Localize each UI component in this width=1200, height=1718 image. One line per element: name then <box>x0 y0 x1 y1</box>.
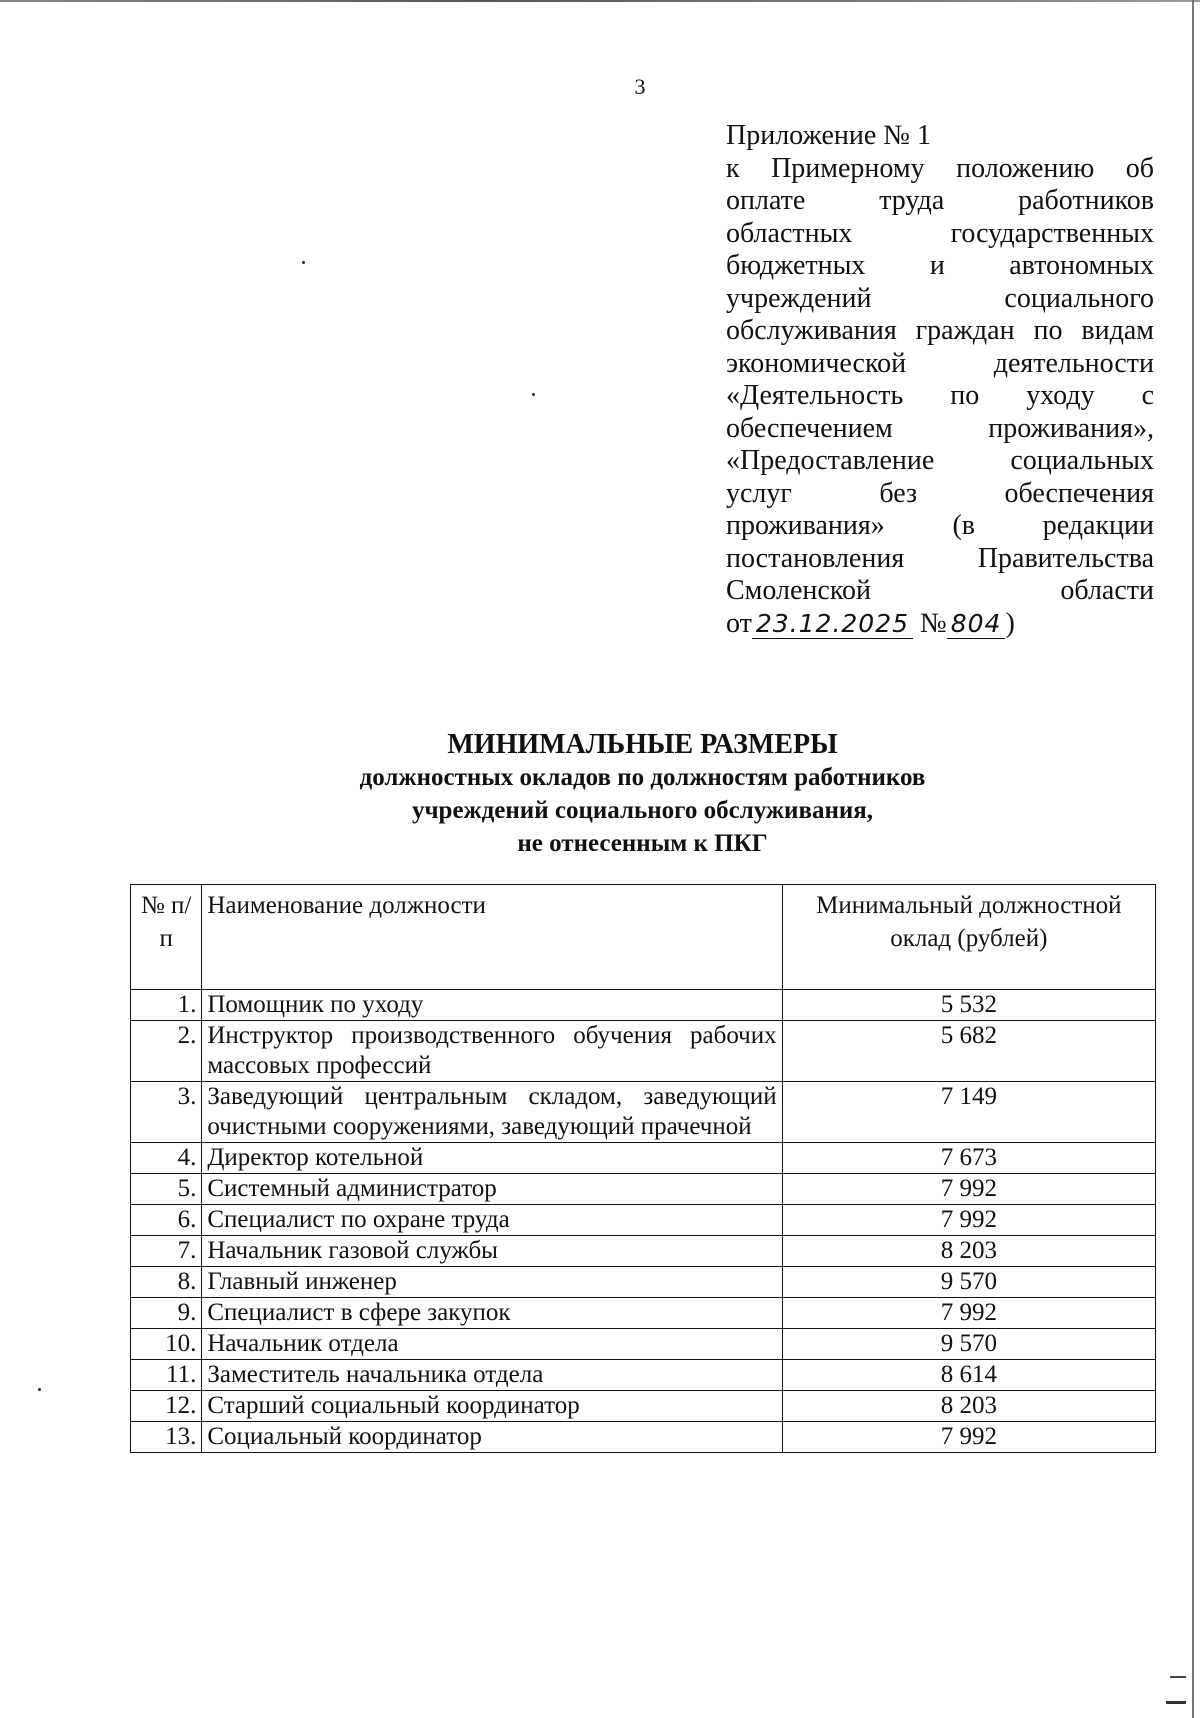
row-num: 1. <box>131 990 202 1021</box>
row-name: Заместитель начальника отдела <box>202 1360 782 1391</box>
table-row <box>131 1329 1156 1360</box>
row-num: 4. <box>131 1143 202 1174</box>
title-line-1: МИНИМАЛЬНЫЕ РАЗМЕРЫ <box>447 729 838 760</box>
row-salary: 5 532 <box>782 990 1155 1021</box>
title-line-4: не отнесенным к ПКГ <box>517 830 768 857</box>
scan-speck <box>532 393 535 396</box>
row-name: Главный инженер <box>202 1267 782 1298</box>
row-num: 5. <box>131 1174 202 1205</box>
row-salary: 7 992 <box>782 1298 1155 1329</box>
table-row <box>131 1236 1156 1267</box>
appendix-line-9: «Деятельность по уходу с <box>726 380 1154 411</box>
scan-mark <box>1166 1701 1186 1704</box>
table-header-row <box>131 885 1156 990</box>
document-title <box>120 728 1165 860</box>
appendix-line-13: проживания» (в редакции <box>726 510 1154 541</box>
row-name: Начальник отдела <box>202 1329 782 1360</box>
appendix-line-5: бюджетных и автономных <box>726 250 1154 281</box>
row-name: Старший социальный координатор <box>202 1391 782 1422</box>
appendix-line-4: областных государственных <box>726 217 1154 249</box>
row-salary: 7 992 <box>782 1205 1155 1236</box>
salary-table <box>130 884 1156 1453</box>
scan-edge-top <box>0 0 1200 2</box>
appendix-line-12: услуг без обеспечения <box>726 477 1154 509</box>
closing-paren: ) <box>1005 607 1015 639</box>
row-salary: 9 570 <box>782 1267 1155 1298</box>
appendix-line-8: экономической деятельности <box>726 347 1154 379</box>
row-salary: 8 203 <box>782 1236 1155 1267</box>
page-number: 3 <box>634 74 646 99</box>
row-name <box>202 1082 782 1143</box>
row-salary: 8 203 <box>782 1391 1155 1422</box>
appendix-line-7: обслуживания граждан по видам <box>726 315 1154 346</box>
appendix-line-11: «Предоставление социальных <box>726 445 1154 476</box>
appendix-line-14: постановления Правительства <box>726 542 1154 574</box>
appendix-header <box>726 120 1154 640</box>
handwritten-number: 804 <box>947 609 1006 639</box>
row-name <box>202 1021 782 1082</box>
scan-edge-right <box>1192 0 1194 1718</box>
appendix-line-1: Приложение № 1 <box>726 120 931 151</box>
row-name-text: Инструктор производственного обучения рабочих массовых профессий <box>207 1022 777 1079</box>
row-num: 3. <box>131 1082 202 1143</box>
handwritten-date: 23.12.2025 <box>752 609 913 639</box>
appendix-line-2: к Примерному положению об <box>726 152 1154 184</box>
row-salary: 7 992 <box>782 1174 1155 1205</box>
table-row <box>131 1267 1156 1298</box>
table-row <box>131 1205 1156 1236</box>
number-prefix: № <box>920 607 947 639</box>
row-num: 7. <box>131 1236 202 1267</box>
title-line-2: должностных окладов по должностям работников <box>359 764 926 791</box>
row-num: 10. <box>131 1329 202 1360</box>
table-row <box>131 1021 1156 1082</box>
row-num: 8. <box>131 1267 202 1298</box>
scan-speck <box>302 261 305 264</box>
header-name: Наименование должности <box>202 885 782 990</box>
appendix-line-15: Смоленской области <box>726 575 1154 606</box>
table-row <box>131 1082 1156 1143</box>
appendix-line-3: оплате труда работников <box>726 185 1154 216</box>
row-salary: 8 614 <box>782 1360 1155 1391</box>
table-row <box>131 1360 1156 1391</box>
row-name: Специалист в сфере закупок <box>202 1298 782 1329</box>
row-salary: 7 992 <box>782 1422 1155 1453</box>
row-name: Директор котельной <box>202 1143 782 1174</box>
header-num: № п/п <box>131 885 202 990</box>
scan-mark-secondary <box>1170 1676 1186 1678</box>
row-salary: 5 682 <box>782 1021 1155 1082</box>
row-num: 2. <box>131 1021 202 1082</box>
appendix-line-10: обеспечением проживания», <box>726 412 1154 444</box>
row-name: Системный администратор <box>202 1174 782 1205</box>
row-num: 11. <box>131 1360 202 1391</box>
row-salary: 9 570 <box>782 1329 1155 1360</box>
row-num: 12. <box>131 1391 202 1422</box>
row-num: 6. <box>131 1205 202 1236</box>
row-salary: 7 673 <box>782 1143 1155 1174</box>
scan-speck <box>38 1388 41 1391</box>
row-num: 13. <box>131 1422 202 1453</box>
date-prefix: от <box>726 607 752 639</box>
row-name: Специалист по охране труда <box>202 1205 782 1236</box>
row-num: 9. <box>131 1298 202 1329</box>
table-row <box>131 1143 1156 1174</box>
title-line-3: учреждений социального обслуживания, <box>411 797 874 824</box>
header-salary: Минимальный должностной оклад (рублей) <box>782 885 1155 990</box>
row-name: Социальный координатор <box>202 1422 782 1453</box>
table-row <box>131 1391 1156 1422</box>
appendix-date-line <box>726 608 1154 641</box>
table-row <box>131 1298 1156 1329</box>
row-name: Помощник по уходу <box>202 990 782 1021</box>
row-salary: 7 149 <box>782 1082 1155 1143</box>
table-row <box>131 1422 1156 1453</box>
table-row <box>131 990 1156 1021</box>
appendix-line-6: учреждений социального <box>726 282 1154 314</box>
row-name-text: Заведующий центральным складом, заведующий очистными сооружениями, заведующий прачечной <box>207 1083 777 1140</box>
table-row <box>131 1174 1156 1205</box>
row-name: Начальник газовой службы <box>202 1236 782 1267</box>
